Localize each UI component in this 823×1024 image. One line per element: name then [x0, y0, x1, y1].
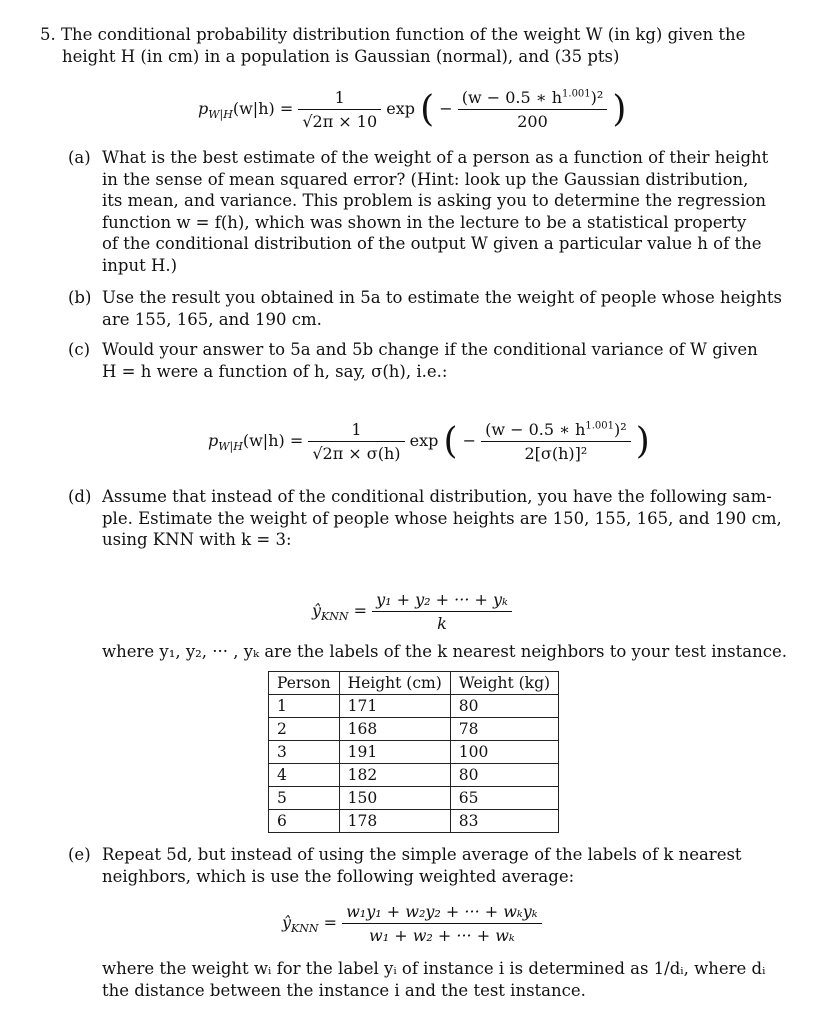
part-a-label: (a) — [68, 148, 91, 167]
eq2-inner-fraction — [481, 420, 631, 463]
table-cell: 182 — [339, 764, 450, 787]
eq3-fraction — [372, 590, 512, 633]
table-row — [269, 764, 559, 787]
eq1-inner-numerator: (w − 0.5 ∗ h — [461, 88, 563, 107]
part-a-line: in the sense of mean squared error? (Hint: look up the Gaussian distribution, — [102, 169, 749, 189]
eq1-inner-denominator: 200 — [517, 112, 548, 131]
eq2-numerator: 1 — [308, 420, 404, 442]
part-e — [68, 844, 742, 888]
table-header: Height (cm) — [339, 672, 450, 695]
part-b-line: Use the result you obtained in 5a to estimate the weight of people whose heights — [102, 288, 782, 307]
part-a-line: of the conditional distribution of the output W given a particular value h of the — [102, 234, 762, 253]
part-d-label: (d) — [68, 487, 92, 506]
table-cell: 80 — [450, 764, 558, 787]
table-row — [269, 695, 559, 718]
eq2-denominator: √2π × σ(h) — [312, 444, 401, 463]
table-cell: 178 — [339, 810, 450, 833]
where-weights-line: where the weight wᵢ for the label yᵢ of instance i is determined as 1/dᵢ, where dᵢ — [102, 959, 766, 978]
part-d-line: Assume that instead of the conditional distribution, you have the following sam- — [102, 487, 772, 506]
eq1-left-paren: ( — [420, 88, 435, 130]
table-cell: 171 — [339, 695, 450, 718]
eq3-equals: = — [353, 601, 368, 620]
table-cell: 5 — [269, 787, 340, 810]
part-c-line: Would your answer to 5a and 5b change if the conditional variance of W given — [102, 340, 758, 359]
table-cell: 65 — [450, 787, 558, 810]
part-c-line: H = h were a function of h, say, σ(h), i.e.: — [102, 361, 448, 381]
where-weights-text — [102, 958, 766, 1001]
eq4-equals: = — [323, 913, 338, 932]
problem-text-line-2: height H (in cm) in a population is Gaussian (normal), and (35 pts) — [62, 46, 620, 66]
eq1-right-paren: ) — [612, 88, 627, 130]
part-b — [68, 287, 782, 331]
table-row — [269, 810, 559, 833]
table-cell: 150 — [339, 787, 450, 810]
part-a-line: What is the best estimate of the weight of a person as a function of their height — [102, 148, 769, 167]
eq1-fraction — [298, 88, 381, 131]
eq2-lhs-sub: W|H — [218, 440, 243, 454]
table-cell: 1 — [269, 695, 340, 718]
eq2-exp: exp — [409, 431, 439, 450]
part-e-line: Repeat 5d, but instead of using the simple average of the labels of k nearest — [102, 845, 742, 864]
table-cell: 191 — [339, 741, 450, 764]
equation-knn-average — [312, 590, 512, 633]
table-cell: 2 — [269, 718, 340, 741]
where-weights-line: the distance between the instance i and the test instance. — [102, 980, 586, 1000]
problem-number: 5. — [40, 25, 56, 44]
part-e-line: neighbors, which is use the following weighted average: — [102, 866, 575, 886]
table-cell: 80 — [450, 695, 558, 718]
eq2-inner-power: 1.001 — [585, 420, 615, 432]
eq1-inner-fraction — [458, 88, 608, 131]
eq1-inner-close: )² — [590, 88, 604, 107]
part-c-label: (c) — [68, 340, 91, 359]
equation-gaussian-fixed-variance: $p_{W|H}(w|h)$ = $\frac{1}{√2\pi \times 10}$ exp ( − $\frac{(w - 0.5 ∗ h^{1.001})^2}{200}$ ) — [198, 88, 627, 131]
eq3-denominator: k — [437, 614, 447, 633]
eq2-inner-denominator: 2[σ(h)]² — [524, 444, 588, 463]
eq1-denominator: √2π × 10 — [302, 112, 378, 131]
table-cell: 78 — [450, 718, 558, 741]
eq2-lhs-arg: (w|h) = — [242, 431, 304, 450]
eq1-inner-power: 1.001 — [562, 88, 591, 100]
problem-statement — [40, 24, 746, 67]
table-cell: 4 — [269, 764, 340, 787]
part-c — [68, 339, 758, 383]
equation-knn-weighted-average — [282, 902, 542, 945]
table-row — [269, 741, 559, 764]
where-labels-text — [102, 641, 787, 663]
where-labels-line: where y₁, y₂, ··· , yₖ are the labels of the k nearest neighbors to your test instance. — [102, 642, 787, 661]
table-row — [269, 787, 559, 810]
eq2-left-paren: ( — [443, 420, 458, 462]
part-a-line: input H.) — [102, 255, 178, 275]
eq4-lhs: ŷ — [282, 913, 292, 932]
part-b-line: are 155, 165, and 190 cm. — [102, 309, 322, 329]
eq2-right-paren: ) — [635, 420, 650, 462]
part-a-line: function w = f(h), which was shown in the lecture to be a statistical property — [102, 212, 747, 232]
eq1-lhs-arg: (w|h) = — [232, 99, 294, 118]
eq1-exp: exp — [386, 99, 415, 118]
problem-text-line-1: The conditional probability distribution function of the weight W (in kg) given the — [61, 25, 746, 44]
equation-gaussian-variable-variance: $p_{W|H}(w|h)$ = $\frac{1}{√2\pi \times \sigma(h)}$ exp ( − $\frac{(w - 0.5 ∗ h^{1.001})^2}{\text{2[σ(h)]²}}$ ) — [208, 420, 650, 463]
eq4-denominator: w₁ + w₂ + ··· + wₖ — [369, 926, 515, 945]
table-header: Weight (kg) — [450, 672, 558, 695]
table-cell: 168 — [339, 718, 450, 741]
table-cell: 100 — [450, 741, 558, 764]
table-cell: 83 — [450, 810, 558, 833]
eq1-numerator: 1 — [298, 88, 381, 110]
eq4-numerator: w₁y₁ + w₂y₂ + ··· + wₖyₖ — [342, 902, 542, 924]
eq4-fraction — [342, 902, 542, 945]
table-row — [269, 718, 559, 741]
knn-sample-table — [268, 671, 559, 833]
eq3-lhs: ŷ — [312, 601, 322, 620]
part-d — [68, 486, 782, 552]
eq4-lhs-sub: KNN — [291, 922, 319, 936]
eq1-lhs-sub: W|H — [208, 108, 233, 122]
eq3-lhs-sub: KNN — [321, 610, 349, 624]
part-d-line: ple. Estimate the weight of people whose heights are 150, 155, 165, and 190 cm, — [102, 508, 782, 528]
eq3-numerator: y₁ + y₂ + ··· + yₖ — [372, 590, 512, 612]
table-cell: 3 — [269, 741, 340, 764]
eq1-lhs: p — [198, 99, 209, 118]
table-cell: 6 — [269, 810, 340, 833]
part-a-line: its mean, and variance. This problem is asking you to determine the regression — [102, 191, 767, 210]
part-e-label: (e) — [68, 845, 91, 864]
eq2-inner-close: )² — [614, 420, 627, 439]
part-a — [68, 147, 769, 277]
eq2-lhs: p — [208, 431, 219, 450]
table-header: Person — [269, 672, 340, 695]
part-d-line: using KNN with k = 3: — [102, 530, 292, 549]
eq2-inner-numerator: (w − 0.5 ∗ h — [485, 420, 586, 439]
eq2-fraction — [308, 420, 404, 463]
part-b-label: (b) — [68, 288, 92, 307]
